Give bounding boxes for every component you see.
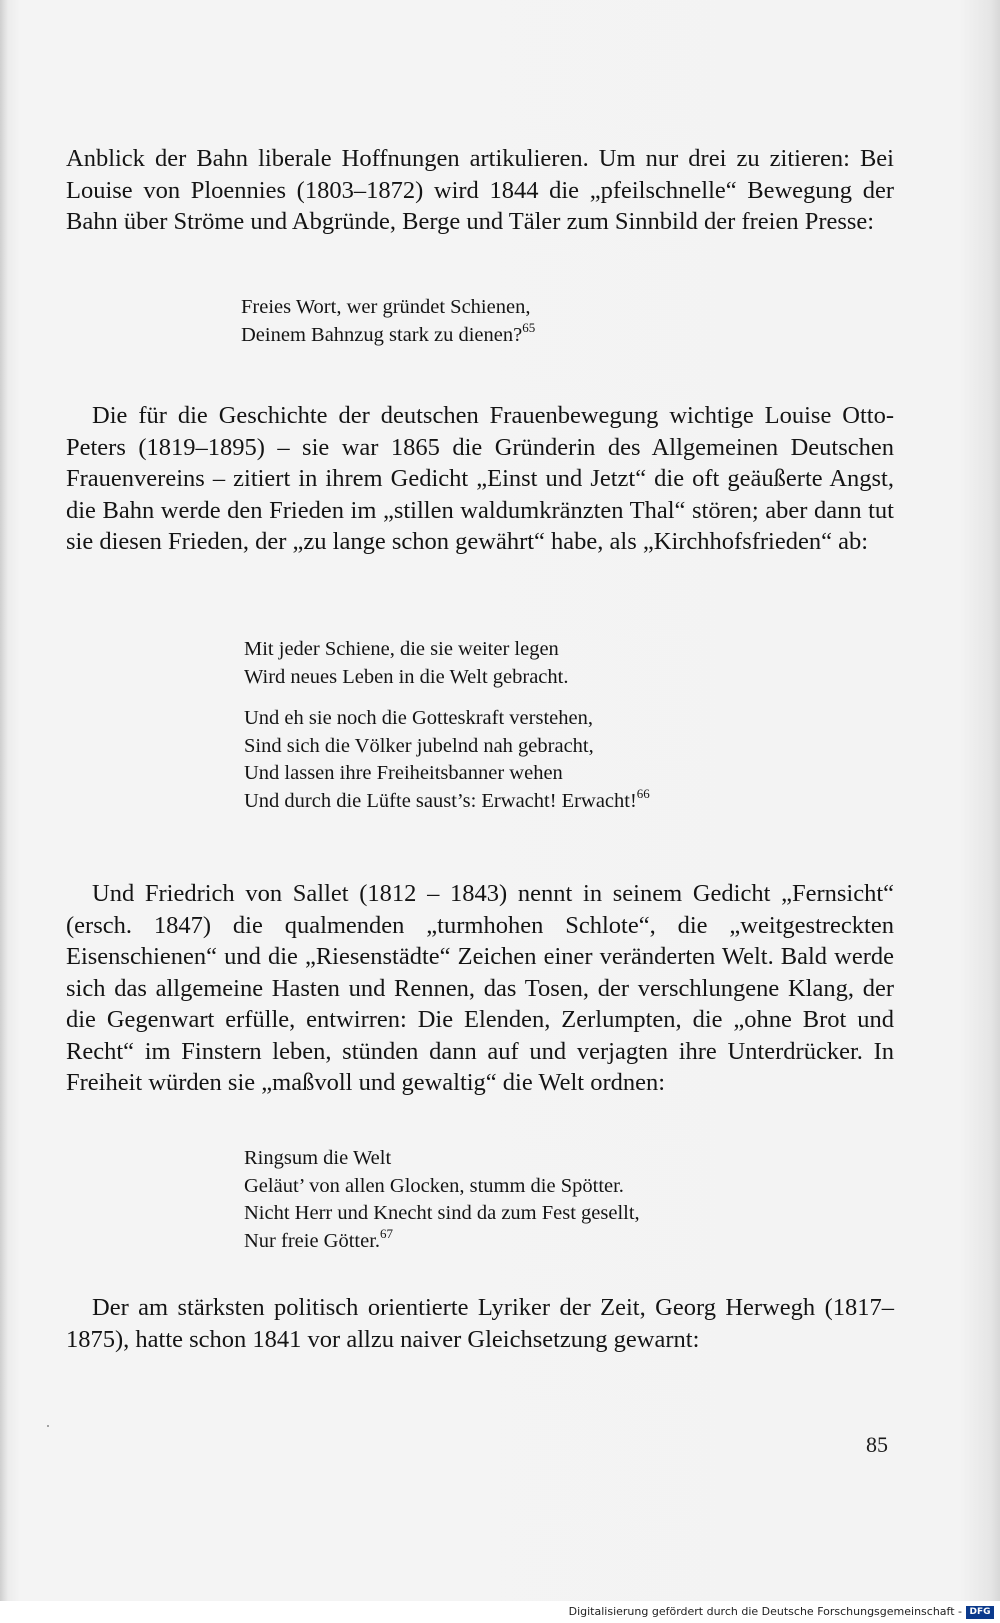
page-number: 85 — [866, 1432, 888, 1457]
verse-sallet — [244, 1145, 640, 1255]
footer-credit: Digitalisierung gefördert durch die Deutsche Forschungsgemeinschaft - — [568, 1605, 962, 1618]
verse-line-text: Und durch die Lüfte saust’s: Erwacht! Erwacht! — [244, 789, 637, 812]
footnote-marker: 65 — [522, 319, 536, 335]
verse-line: Geläut’ von allen Glocken, stumm die Spötter. — [244, 1174, 624, 1197]
verse-line-text: Nur freie Götter. — [244, 1229, 381, 1252]
verse-line — [244, 1225, 640, 1256]
verse-ploennies — [241, 294, 535, 349]
verse-line: Und lassen ihre Freiheitsbanner wehen — [244, 762, 563, 784]
verse-line-text: Deinem Bahnzug stark zu dienen? — [241, 323, 523, 346]
digitization-footer — [0, 1601, 1000, 1623]
paragraph-otto-peters: Die für die Geschichte der deutschen Frauenbewegung wichtige Louise Otto-Peters (1819–1895) – sie war 1865 die Gründerin des Allgemeinen Deutschen Frauenvereins – zitiert in ihrem Gedicht „Einst und Jetzt“ die oft geäußerte Angst, die Bahn werde den Frieden im „stillen waldumkränzten Thal“ stören; aber dann tut sie diesen Frieden, der „zu lange schon gewährt“ habe, als „Kirchhofsfrieden“ ab: — [66, 402, 894, 555]
verse-line — [244, 785, 650, 816]
dfg-logo: DFG — [966, 1606, 994, 1619]
verse-line: Sind sich die Völker jubelnd nah gebracht, — [244, 734, 594, 757]
verse-line: Mit jeder Schiene, die sie weiter legen — [244, 638, 559, 660]
paragraph-herwegh: Der am stärksten politisch orientierte Lyriker der Zeit, Georg Herwegh (1817–1875), hatte schon 1841 vor allzu naiver Gleichsetzung gewarnt: — [66, 1294, 894, 1353]
verse-line — [241, 319, 536, 350]
stanza-gap — [244, 691, 650, 705]
footnote-marker: 67 — [380, 1225, 394, 1241]
verse-line: Nicht Herr und Knecht sind da zum Fest gesellt, — [244, 1202, 640, 1224]
verse-line: Und eh sie noch die Gotteskraft verstehen, — [244, 707, 593, 729]
scan-speck — [47, 1425, 49, 1427]
verse-line: Freies Wort, wer gründet Schienen, — [241, 296, 531, 318]
paragraph-ploennies: Anblick der Bahn liberale Hoffnungen artikulieren. Um nur drei zu zitieren: Bei Louise von Ploennies (1803–1872) wird 1844 die „pfeilschnelle“ Bewegung der Bahn über Ströme und Abgründe, Berge und Täler zum Sinnbild der freien Presse: — [66, 145, 894, 235]
footnote-marker: 66 — [636, 785, 650, 801]
verse-otto-peters — [244, 636, 650, 815]
verse-line: Wird neues Leben in die Welt gebracht. — [244, 665, 569, 688]
verse-line: Ringsum die Welt — [244, 1147, 392, 1169]
paragraph-sallet: Und Friedrich von Sallet (1812 – 1843) nennt in seinem Gedicht „Fernsicht“ (ersch. 1847) die qualmenden „turmhohen Schlote“, die „weitgestreckten Eisenschienen“ und die „Riesenstädte“ Zeichen einer veränderten Welt. Bald werde sich das allgemeine Hasten und Rennen, das Tosen, der verschlungene Klang, der die Gegenwart erfülle, entwirren: Die Elenden, Zerlumpten, die „ohne Brot und Recht“ im Finstern leben, stünden dann auf und verjagten ihre Unterdrücker. In Freiheit würden sie „maßvoll und gewaltig“ die Welt ordnen: — [66, 880, 894, 1096]
